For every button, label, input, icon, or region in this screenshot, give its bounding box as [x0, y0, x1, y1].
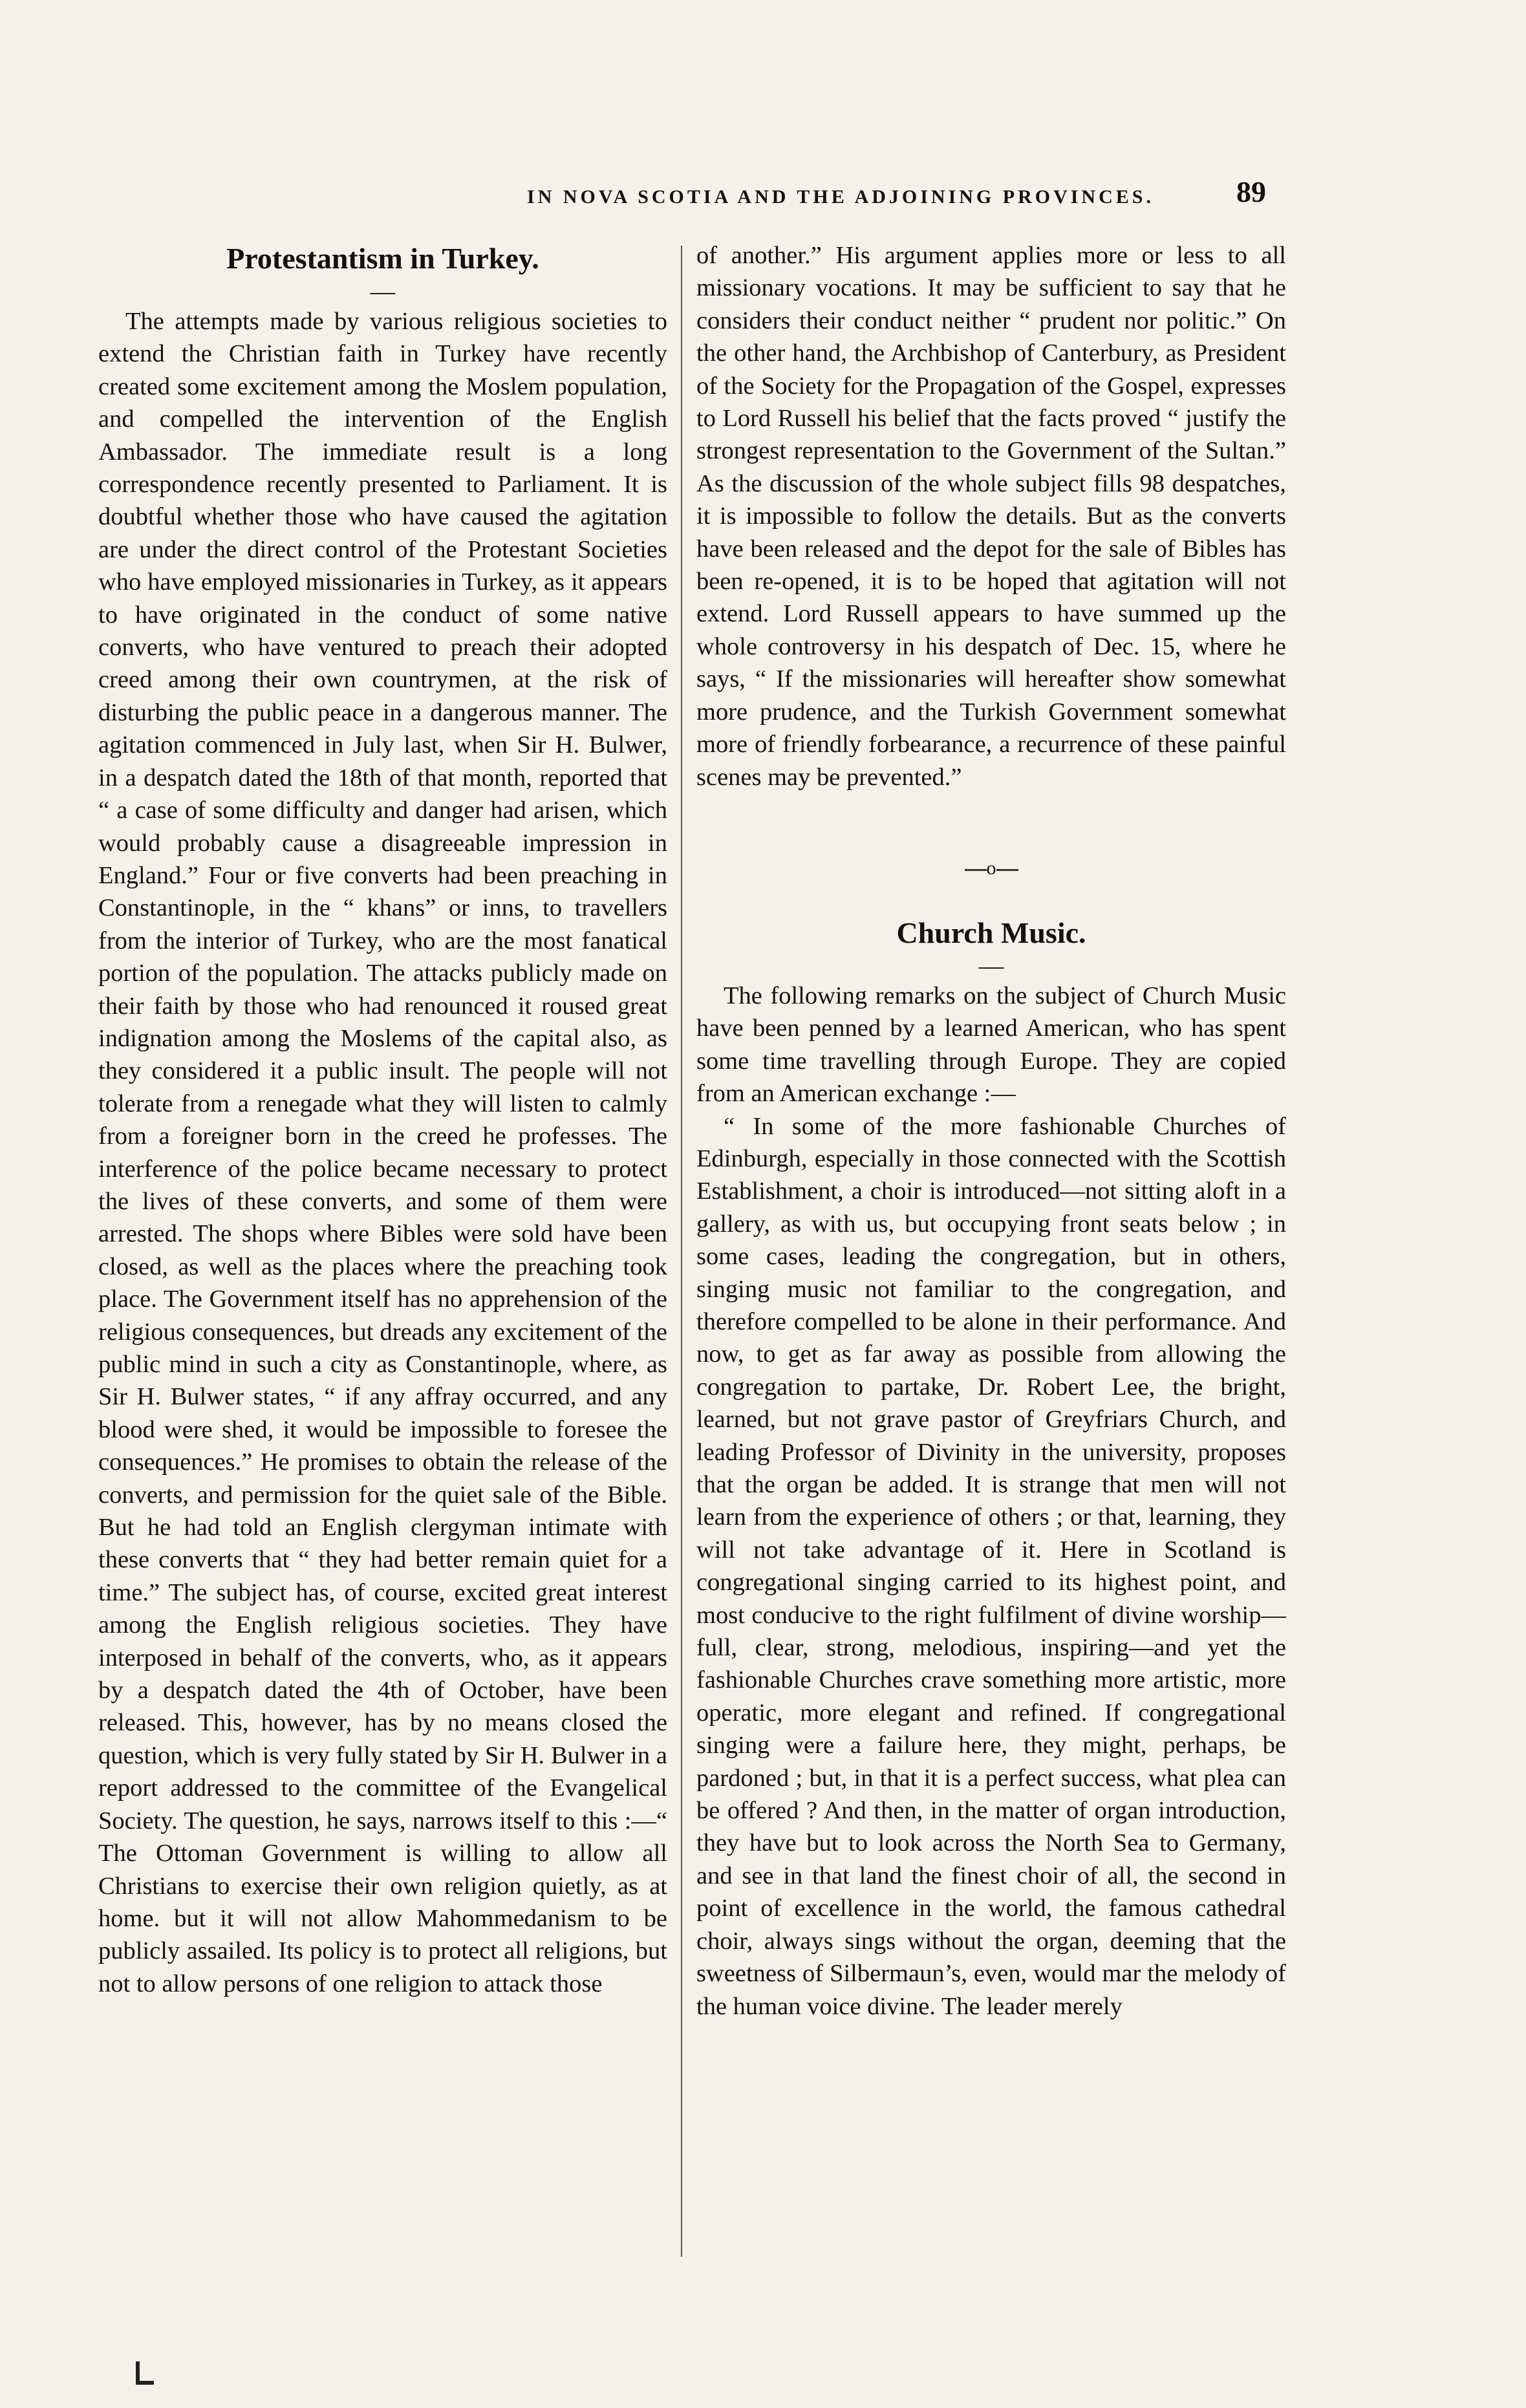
article-body-protestantism: The attempts made by various religious societies to extend the Christian faith in Turkey have recently created some excitement among the Moslem population, and compelled the intervention of the English Ambassador. The immediate result is a long correspondence recently presented to Parliament. It is doubtful whether those who have caused the agitation are under the direct control of the Protestant Societies who have employed missionaries in Turkey, as it appears to have originated in the conduct of some native converts, who have ventured to preach their adopted creed among their own countrymen, at the risk of disturbing the public peace in a dangerous manner. The agitation commenced in July last, when Sir H. Bulwer, in a despatch dated the 18th of that month, reported that “ a case of some difficulty and danger had arisen, which would probably cause a disagreeable impression in England.” Four or five converts had been preaching in Constantinople, in the “ khans” or inns, to travellers from the interior of Turkey, who are the most fanatical portion of the population. The attacks publicly made on their faith by those who had renounced it roused great indignation among the Moslems of the capital also, as they considered it a public insult. The people will not tolerate from a renegade what they will listen to calmly from a foreigner born in the creed he professes. The interference of the police became necessary to protect the lives of these converts, and some of them were arrested. The shops where Bibles were sold have been closed, as well as the places where the preaching took place. The Government itself has no apprehension of the religious consequences, but dreads any excitement of the public mind in such a city as Constantinople, where, as Sir H. Bulwer states, “ if any affray occurred, and any blood were shed, it would be impossible to foresee the consequences.” He promises to obtain the release of the converts, and permission for the quiet sale of the Bible. But he had told an English clergyman intimate with these converts that “ they had better remain quiet for a time.” The subject has, of course, excited great interest among the English religious societies. They have interposed in behalf of the converts, who, as it appears by a despatch dated the 4th of October, have been released. This, however, has by no means closed the question, which is very fully stated by Sir H. Bulwer in a report addressed to the committee of the Evangelical Society. The question, he says, narrows itself to this :—“ The Ottoman Government is willing to allow all Christians to exercise their own religion quietly, as at home. but it will not allow Mahommedanism to be publicly assailed. Its policy is to protect all religions, but not to allow persons of one religion to attack those: [98, 308, 667, 1997]
running-head: IN NOVA SCOTIA AND THE ADJOINING PROVINCES.: [527, 186, 1154, 208]
article-title-church-music: Church Music.: [896, 916, 1086, 949]
right-column: [696, 239, 1286, 2023]
page-number: 89: [1236, 175, 1266, 208]
divider-line-right: [996, 869, 1018, 871]
title-dash: —: [978, 952, 1004, 980]
divider-line-left: [965, 869, 987, 871]
printer-mark: [136, 2361, 154, 2385]
column-divider-rule: [681, 246, 682, 2257]
left-column: [98, 239, 667, 2000]
article-title-protestantism: Protestantism in Turkey.: [226, 242, 539, 275]
section-divider: [696, 855, 1286, 881]
article-quote-church-music: “ In some of the more fashionable Churches of Edinburgh, especially in those connected with the Scottish Establishment, a choir is introduced—not sitting aloft in a gallery, as with us, but occupying front seats below ; in some cases, leading the congregation, but in others, singing music not familiar to the congregation, and therefore compelled to be alone in their performance. And now, to get as far away as possible from allowing the congregation to partake, Dr. Robert Lee, the bright, learned, but not grave pastor of Greyfriars Church, and leading Professor of Divinity in the university, proposes that the organ be added. It is strange that men will not learn from the experience of others ; or that, learning, they will not take advantage of it. Here in Scotland is congregational singing carried to its highest point, and most conducive to the right fulfilment of divine worship—full, clear, strong, melodious, inspiring—and yet the fashionable Churches crave something more artistic, more operatic, more elegant and refined. If congregational singing were a failure here, they might, perhaps, be pardoned ; but, in that it is a perfect success, what plea can be offered ? And then, in the matter of organ introduction, they have but to look across the North Sea to Germany, and see in that land the finest choir of all, the second in point of excellence in the world, the famous cathedral choir, always sings without the organ, deeming that the sweetness of Silbermaun’s, even, would mar the melody of the human voice divine. The leader merely: [696, 1112, 1286, 2020]
article-intro-church-music: The following remarks on the subject of Church Music have been penned by a learned American, who has spent some time travelling through Europe. They are copied from an American exchange :—: [696, 982, 1286, 1108]
title-dash: —: [370, 278, 396, 305]
article-continuation: of another.” His argument applies more or less to all missionary vocations. It may be sufficient to say that he considers their conduct neither “ prudent nor politic.” On the other hand, the Archbishop of Canterbury, as President of the Society for the Propagation of the Gospel, expresses to Lord Russell his belief that the facts proved “ justify the strongest representation to the Government of the Sultan.” As the discussion of the whole subject fills 98 despatches, it is impossible to follow the details. But as the converts have been released and the depot for the sale of Bibles has been re-opened, it is to be hoped that agitation will not extend. Lord Russell appears to have summed up the whole controversy in his despatch of Dec. 15, where he says, “ If the missionaries will hereafter show somewhat more prudence, and the Turkish Government somewhat more of friendly forbearance, a recurrence of these painful scenes may be prevented.”: [696, 242, 1286, 791]
divider-ornament: o: [986, 857, 996, 879]
